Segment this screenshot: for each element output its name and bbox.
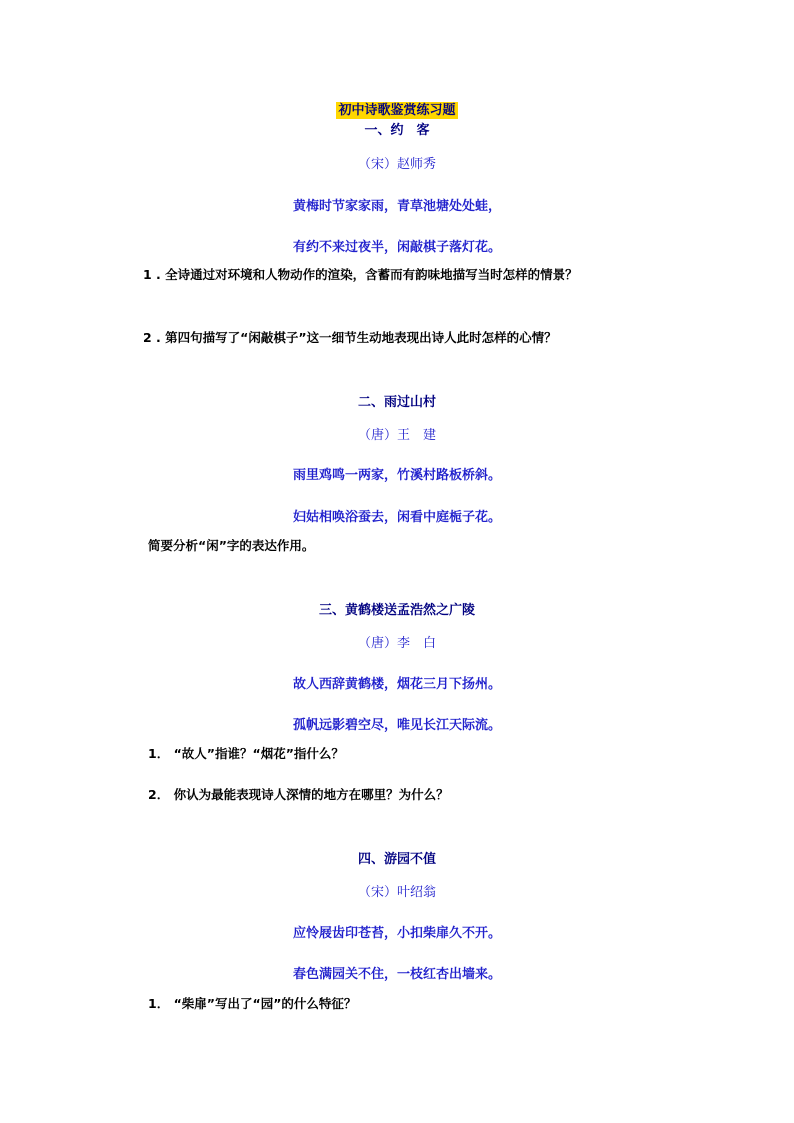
poem-line: 孤帆远影碧空尽，唯见长江天际流。 bbox=[292, 718, 501, 733]
question-text: “故人”指谁？“烟花”指什么？ bbox=[173, 746, 344, 761]
poem-heading: 四、游园不值 bbox=[357, 852, 436, 867]
question-text: 你认为最能表现诗人深情的地方在哪里？为什么？ bbox=[173, 787, 449, 802]
question bbox=[148, 536, 314, 554]
poem-line: 应怜屐齿印苍苔，小扣柴扉久不开。 bbox=[292, 926, 501, 941]
poem-author: （唐）王 建 bbox=[357, 428, 436, 443]
doc-title: 初中诗歌鉴赏练习题 bbox=[338, 103, 456, 118]
poem-line: 春色满园关不住，一枝红杏出墙来。 bbox=[292, 967, 501, 982]
question bbox=[143, 328, 557, 346]
poem-author: （宋）赵师秀 bbox=[357, 157, 436, 172]
question-number: 1． bbox=[148, 996, 170, 1011]
doc-title-row bbox=[0, 99, 794, 119]
question-number: 1． bbox=[148, 746, 170, 761]
poem-heading: 二、雨过山村 bbox=[357, 395, 436, 410]
question bbox=[148, 744, 344, 762]
poem-author: （宋）叶绍翁 bbox=[357, 885, 436, 900]
poem-line: 黄梅时节家家雨，青草池塘处处蛙， bbox=[292, 199, 501, 214]
question-text: 全诗通过对环境和人物动作的渲染，含蓄而有韵味地描写当时怎样的情景？ bbox=[165, 267, 578, 282]
poem-heading: 一、约 客 bbox=[364, 123, 430, 138]
question bbox=[148, 785, 449, 803]
poem-author: （唐）李 白 bbox=[357, 636, 436, 651]
question-number: 2． bbox=[148, 787, 170, 802]
question-text: 第四句描写了“闲敲棋子”这一细节生动地表现出诗人此时怎样的心情？ bbox=[165, 330, 557, 345]
poem-heading: 三、黄鹤楼送孟浩然之广陵 bbox=[318, 603, 475, 618]
question-number: 2 . bbox=[143, 330, 161, 345]
poem-line: 有约不来过夜半，闲敲棋子落灯花。 bbox=[292, 240, 501, 255]
poem-line: 故人西辞黄鹤楼，烟花三月下扬州。 bbox=[292, 677, 501, 692]
question bbox=[148, 994, 356, 1012]
question-number: 1 . bbox=[143, 267, 161, 282]
question bbox=[143, 265, 578, 283]
question-text: 简要分析“闲”字的表达作用。 bbox=[148, 538, 315, 553]
poem-line: 妇姑相唤浴蚕去，闲看中庭栀子花。 bbox=[292, 510, 501, 525]
question-text: “柴扉”写出了“园”的什么特征？ bbox=[173, 996, 357, 1011]
poem-line: 雨里鸡鸣一两家，竹溪村路板桥斜。 bbox=[292, 468, 501, 483]
